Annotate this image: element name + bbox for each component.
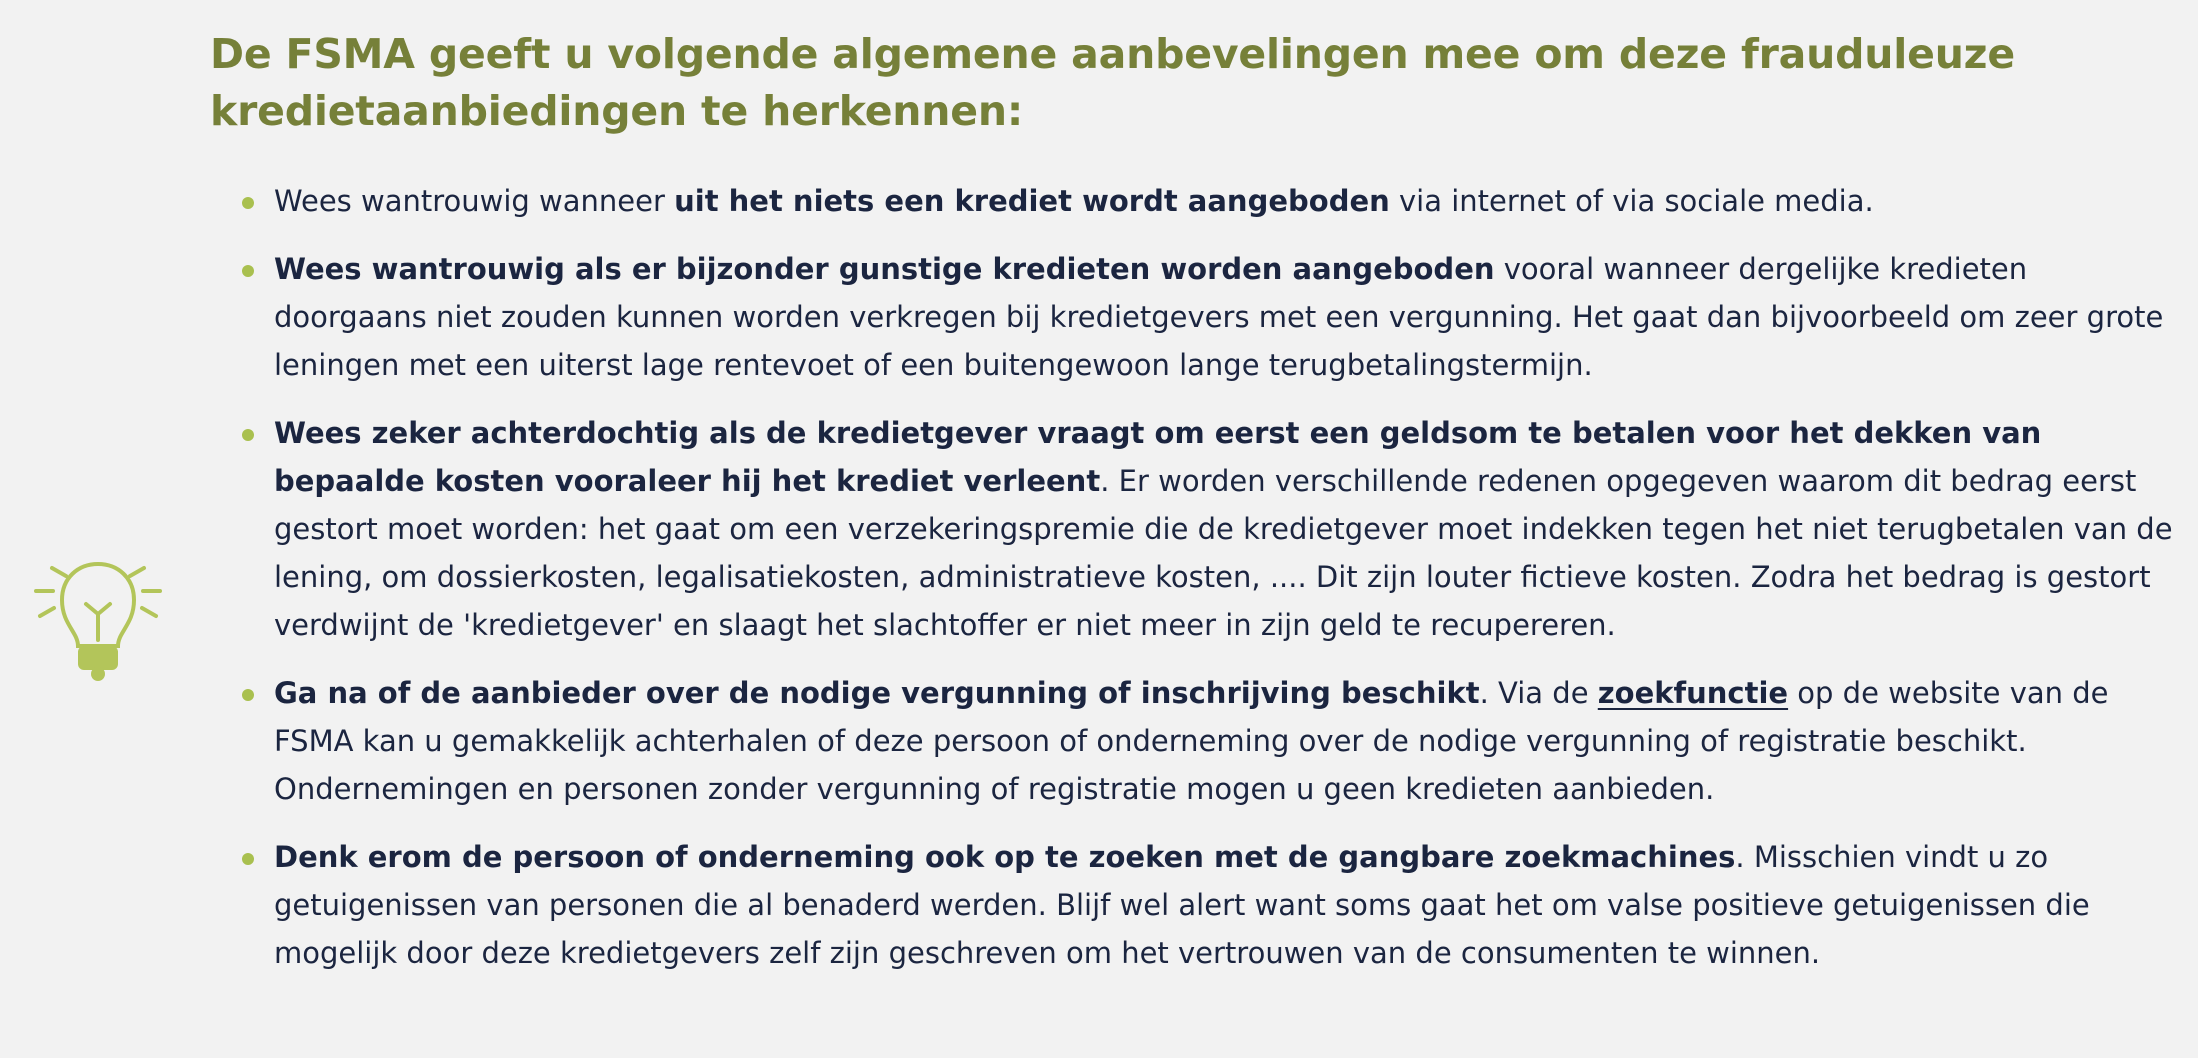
list-item-text: op de website van de FSMA kan u gemakkelijk achterhalen of deze persoon of onderneming over de nodige vergunning of registratie beschikt. Ondernemingen en personen zonder vergunning of registratie mogen u geen kredieten aanbieden.: [274, 676, 2109, 806]
list-item: [230, 833, 2175, 977]
lightbulb-icon: [30, 548, 166, 684]
bullet-icon: [242, 853, 254, 865]
page-title: De FSMA geeft u volgende algemene aanbevelingen mee om deze frauduleuze kredietaanbiedingen te herkennen:: [210, 30, 2015, 135]
list-item-text: Wees wantrouwig wanneer: [274, 184, 675, 218]
list-item: [230, 245, 2175, 389]
zoekfunctie-link[interactable]: zoekfunctie: [1597, 676, 1789, 710]
list-item-text: . Er worden verschillende redenen opgegeven waarom dit bedrag eerst gestort moet worden: het gaat om een verzekeringspremie die de kredietgever moet indekken tegen het niet terugbetalen van de lening, om dossierkosten, legalisatiekosten, administratieve kosten, .... Dit zijn louter fictieve kosten. Zodra het bedrag is gestort verdwijnt de 'kredietgever' en slaagt het slachtoffer er niet meer in zijn geld te recupereren.: [274, 464, 2173, 642]
bullet-icon: [242, 429, 254, 441]
list-item-text: . Misschien vindt u zo getuigenissen van personen die al benaderd werden. Blijf wel alert want soms gaat het om valse positieve getuigenissen die mogelijk door deze kredietgevers zelf zijn geschreven om het vertrouwen van de consumenten te winnen.: [274, 840, 2090, 970]
recommendation-list: [230, 177, 2175, 997]
list-item: [230, 409, 2175, 649]
list-item-text: . Via de: [1479, 676, 1598, 710]
bullet-icon: [242, 689, 254, 701]
list-item: [230, 177, 2175, 225]
bullet-icon: [242, 265, 254, 277]
list-item-emphasis: Ga na of de aanbieder over de nodige vergunning of inschrijving beschikt: [274, 676, 1480, 710]
list-item: [230, 669, 2175, 813]
list-item-text: via internet of via sociale media.: [1389, 184, 1874, 218]
list-item-emphasis: Wees zeker achterdochtig als de kredietgever vraagt om eerst een geldsom te betalen voor het dekken van bepaalde kosten vooraleer hij het krediet verleent: [274, 416, 2042, 498]
list-item-emphasis: uit het niets een krediet wordt aangeboden: [674, 184, 1390, 218]
list-item-text: vooral wanneer dergelijke kredieten doorgaans niet zouden kunnen worden verkregen bij kredietgevers met een vergunning. Het gaat dan bijvoorbeeld om zeer grote leningen met een uiterst lage rentevoet of een buitengewoon lange terugbetalingstermijn.: [274, 252, 2164, 382]
list-item-emphasis: Denk erom de persoon of onderneming ook op te zoeken met de gangbare zoekmachines: [274, 840, 1736, 874]
bullet-icon: [242, 197, 254, 209]
list-item-emphasis: Wees wantrouwig als er bijzonder gunstige kredieten worden aangeboden: [274, 252, 1495, 286]
